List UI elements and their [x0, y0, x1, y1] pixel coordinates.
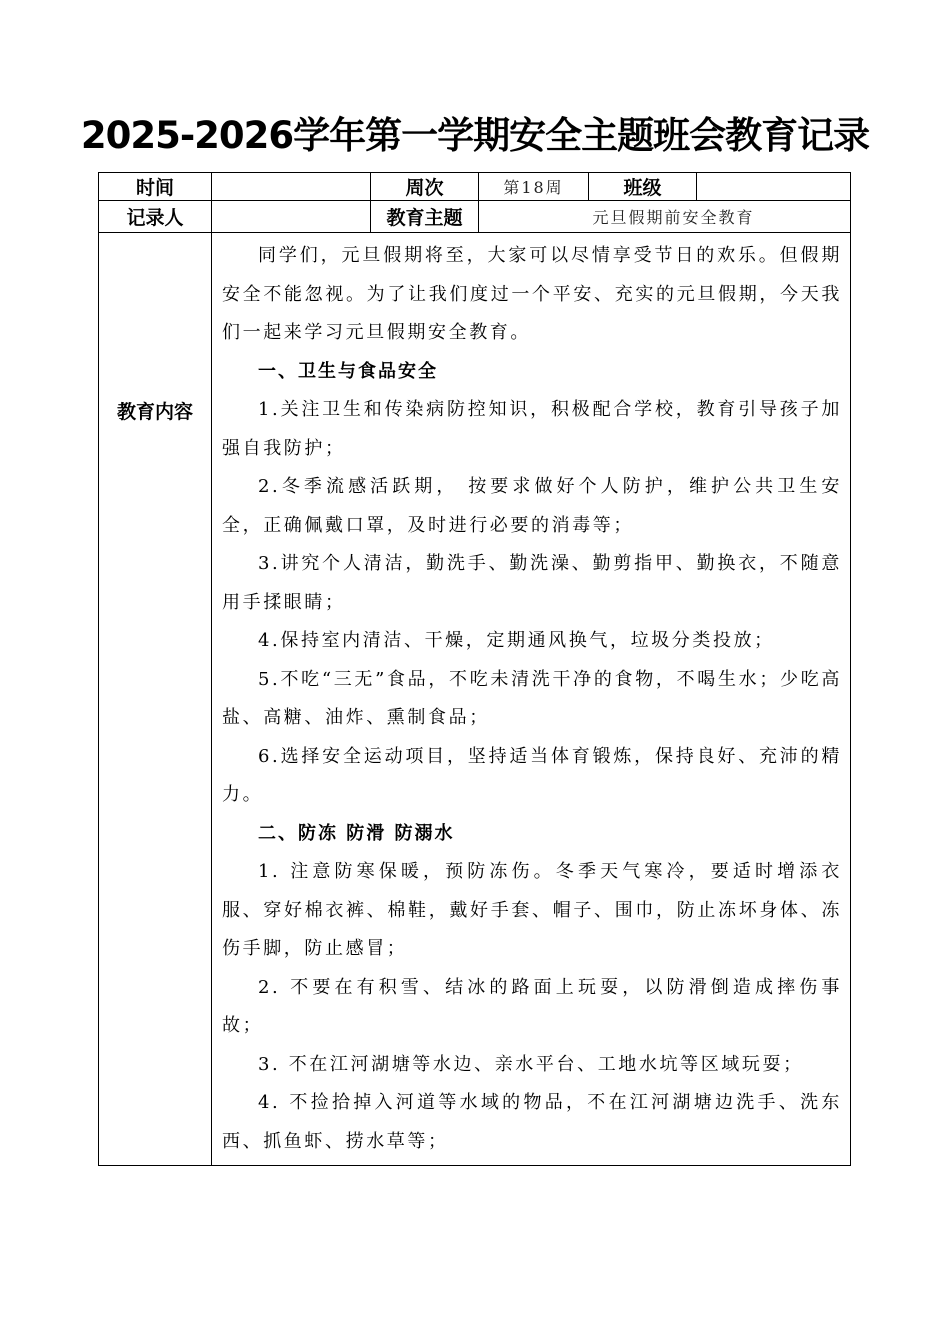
class-value[interactable]: [697, 173, 851, 201]
header-row-2: [99, 201, 851, 233]
document-title: 2025-2026学年第一学期安全主题班会教育记录: [80, 114, 870, 157]
list-item: 4. 不捡拾掉入河道等水域的物品，不在江河湖塘边洗手、洗东西、抓鱼虾、捞水草等；: [222, 1092, 842, 1152]
topic-label: 教育主题: [371, 201, 479, 233]
recorder-label: 记录人: [99, 201, 212, 233]
header-row-1: [99, 173, 851, 201]
time-value[interactable]: [212, 173, 371, 201]
list-item: 6.选择安全运动项目，坚持适当体育锻炼，保持良好、充沛的精力。: [222, 745, 842, 805]
week-label: 周次: [371, 173, 479, 201]
list-item: 3.讲究个人清洁，勤洗手、勤洗澡、勤剪指甲、勤换衣，不随意用手揉眼睛；: [222, 553, 842, 613]
content-label: 教育内容: [99, 233, 212, 1166]
class-label: 班级: [589, 173, 697, 201]
week-value[interactable]: 第18周: [479, 173, 589, 201]
list-item: 2.冬季流感活跃期， 按要求做好个人防护，维护公共卫生安全，正确佩戴口罩，及时进行必要的消毒等；: [222, 476, 842, 536]
list-item: 3. 不在江河湖塘等水边、亲水平台、工地水坑等区域玩耍；: [258, 1053, 804, 1075]
list-item: 1. 注意防寒保暖，预防冻伤。冬季天气寒冷，要适时增添衣服、穿好棉衣裤、棉鞋，戴好手套、帽子、围巾，防止冻坏身体、冻伤手脚，防止感冒；: [222, 861, 842, 959]
section2-heading: 二、防冻 防滑 防溺水: [258, 822, 455, 844]
list-item: 1.关注卫生和传染病防控知识，积极配合学校，教育引导孩子加强自我防护；: [222, 399, 842, 459]
intro-paragraph: 同学们，元旦假期将至，大家可以尽情享受节日的欢乐。但假期安全不能忽视。为了让我们度过一个平安、充实的元旦假期，今天我们一起来学习元旦假期安全教育。: [222, 245, 842, 343]
time-label: 时间: [99, 173, 212, 201]
topic-value[interactable]: 元旦假期前安全教育: [479, 201, 851, 233]
list-item: 5.不吃“三无”食品，不吃未清洗干净的食物，不喝生水；少吃高盐、高糖、油炸、熏制食品；: [222, 668, 842, 728]
content-body[interactable]: [212, 233, 851, 1166]
list-item: 2. 不要在有积雪、结冰的路面上玩耍，以防滑倒造成摔伤事故；: [222, 976, 842, 1036]
recorder-value[interactable]: [212, 201, 371, 233]
record-table: [98, 172, 851, 1166]
section1-heading: 一、卫生与食品安全: [258, 360, 438, 382]
content-row: [99, 233, 851, 1166]
list-item: 4.保持室内清洁、干燥，定期通风换气，垃圾分类投放；: [258, 630, 775, 651]
